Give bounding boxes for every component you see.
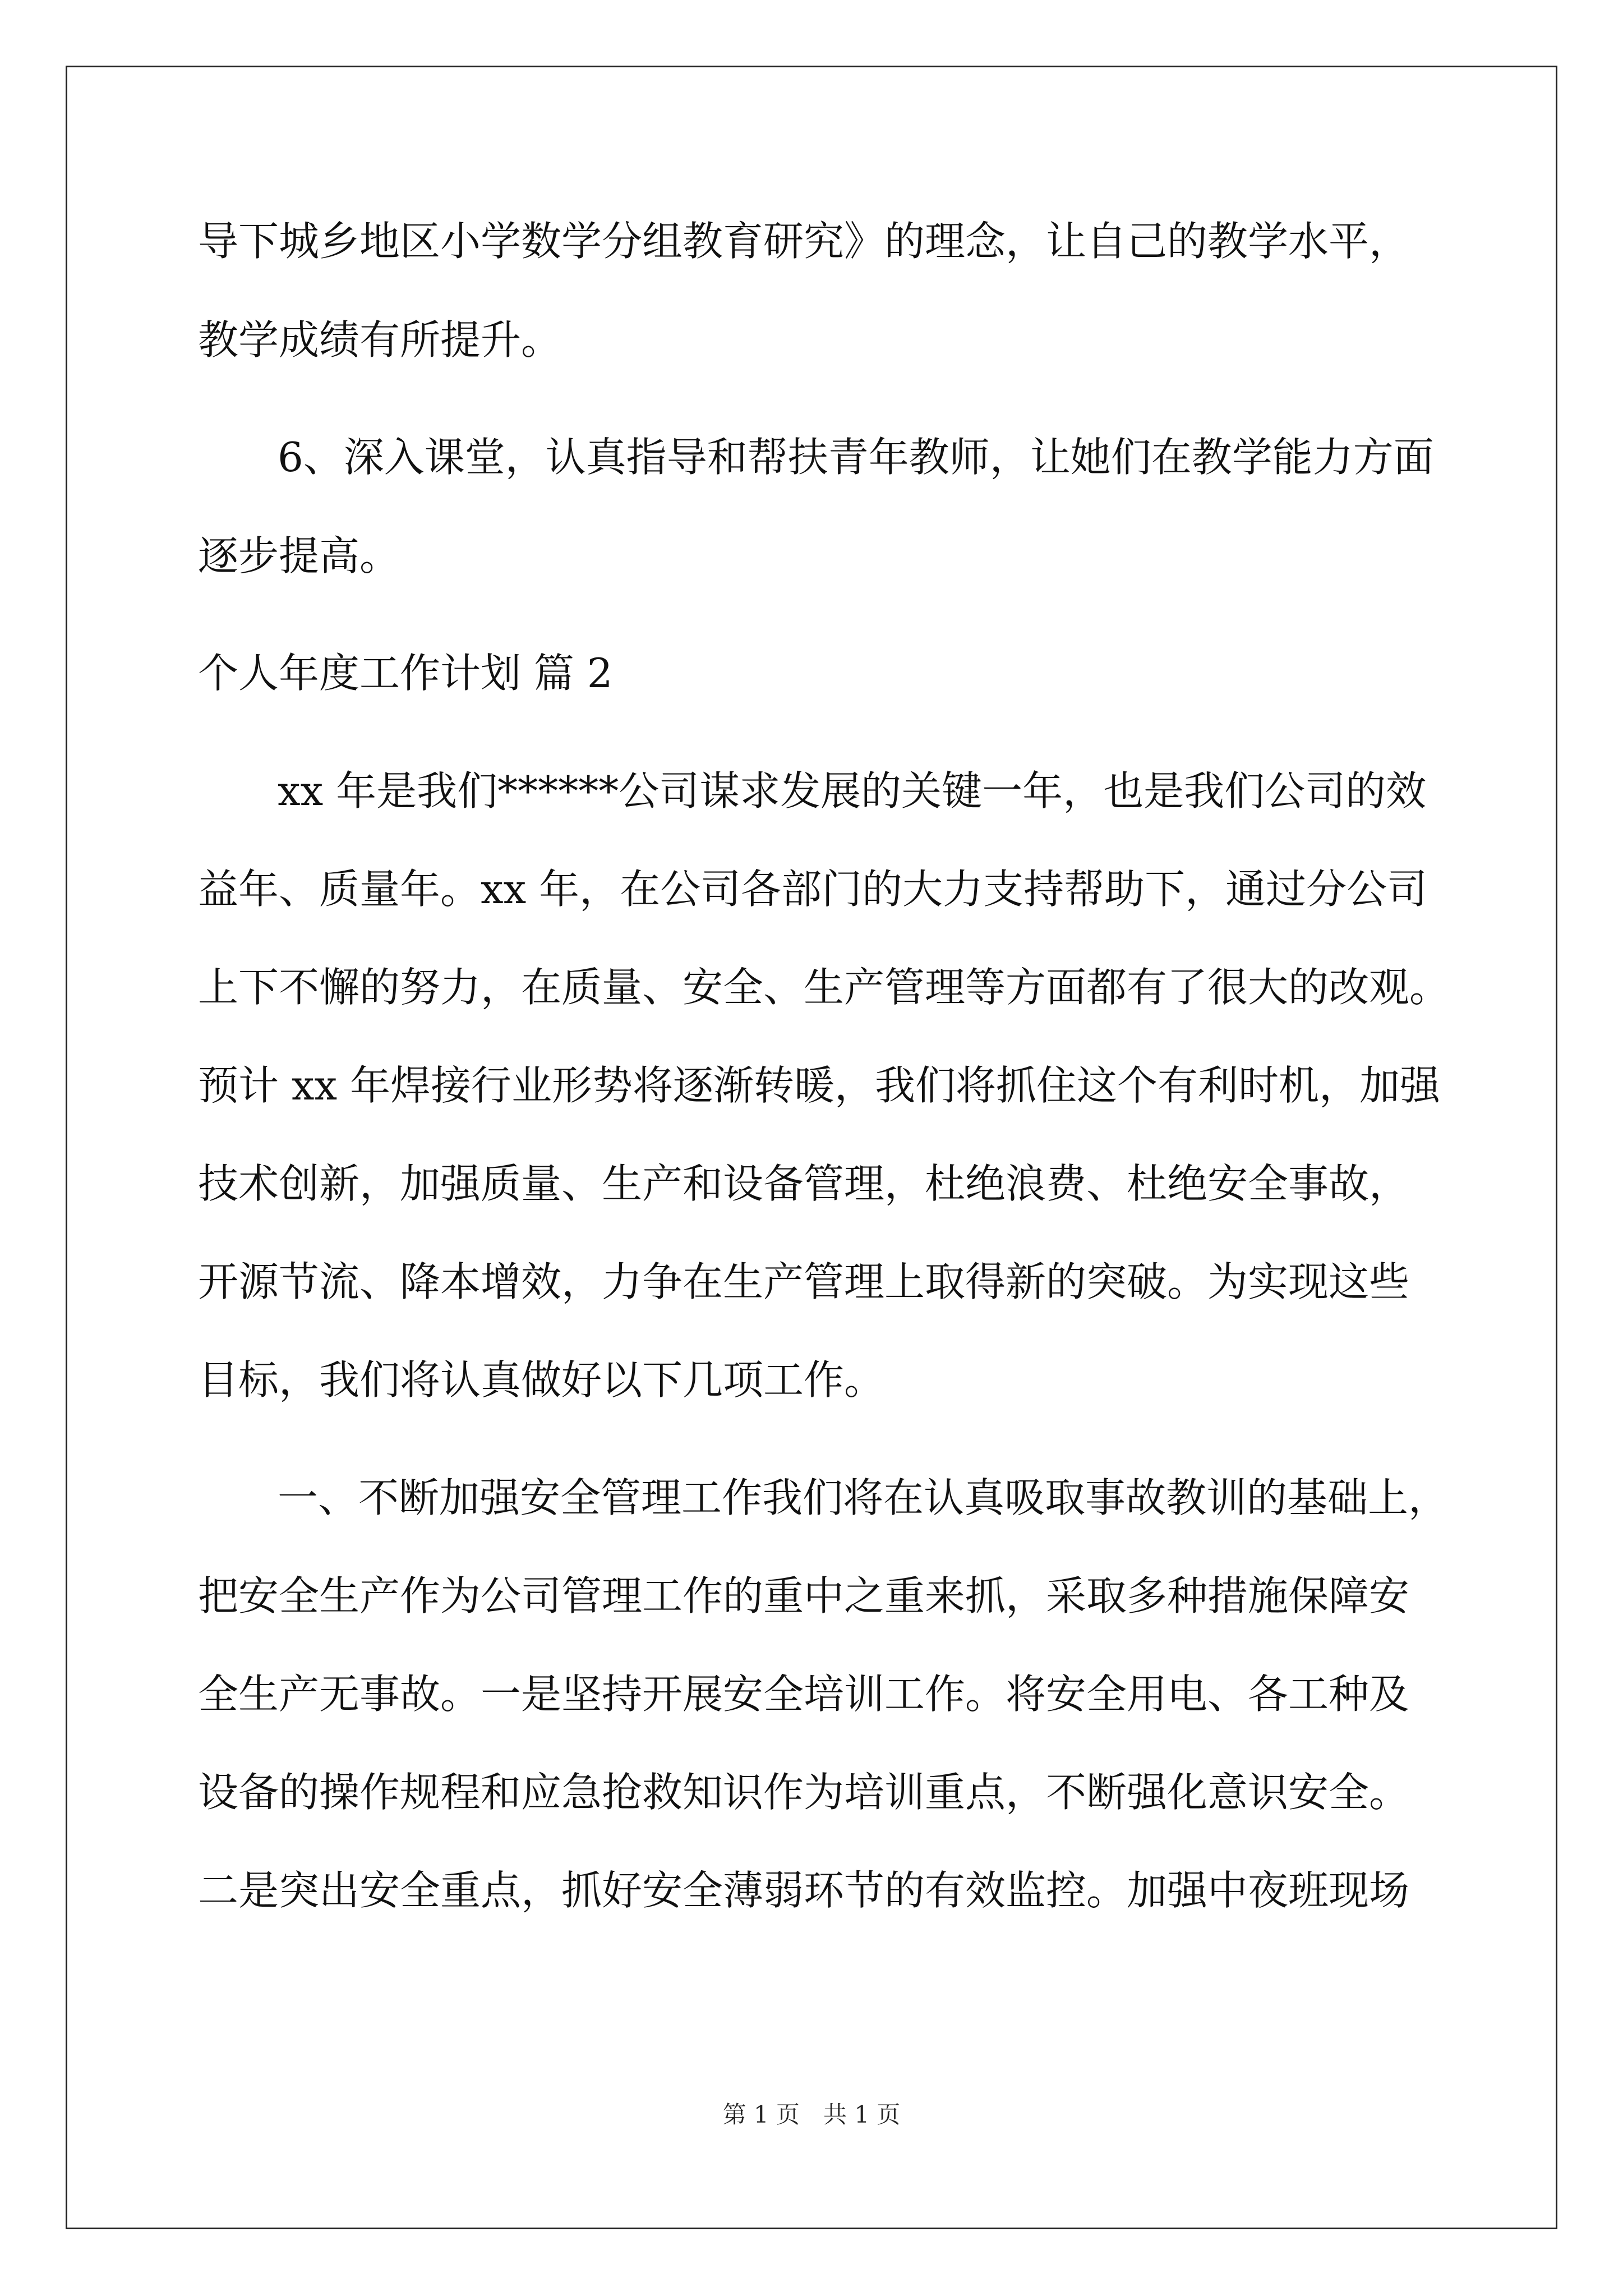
text-line: 技术创新，加强质量、生产和设备管理，杜绝浪费、杜绝安全事故，	[198, 1160, 1410, 1207]
text-line: 设备的操作规程和应急抢救知识作为培训重点，不断强化意识安全。	[198, 1769, 1410, 1816]
text-line: 目标，我们将认真做好以下几项工作。	[198, 1356, 885, 1404]
text-line: 一、不断加强安全管理工作我们将在认真吸取事故教训的基础上，	[278, 1474, 1449, 1521]
text-line: 逐步提高。	[198, 532, 400, 579]
text-line: 益年、质量年。xx 年，在公司各部门的大力支持帮助下，通过分公司	[198, 866, 1428, 913]
text-line: 教学成绩有所提升。	[198, 316, 562, 364]
text-line: 开源节流、降本增效，力争在生产管理上取得新的突破。为实现这些	[198, 1258, 1410, 1305]
text-line: 导下城乡地区小学数学分组教育研究》的理念，让自己的教学水平，	[198, 218, 1410, 265]
text-line: 把安全生产作为公司管理工作的重中之重来抓，采取多种措施保障安	[198, 1572, 1410, 1619]
section-heading: 个人年度工作计划 篇 2	[198, 650, 613, 697]
text-line: 上下不懈的努力，在质量、安全、生产管理等方面都有了很大的改观。	[198, 964, 1450, 1011]
text-line: 全生产无事故。一是坚持开展安全培训工作。将安全用电、各工种及	[198, 1671, 1410, 1718]
page-footer: 第 1 页 共 1 页	[722, 2101, 901, 2128]
text-line: 6、深入课堂，认真指导和帮扶青年教师，让她们在教学能力方面	[278, 434, 1434, 481]
text-line: 预计 xx 年焊接行业形势将逐渐转暖，我们将抓住这个有利时机，加强	[198, 1062, 1440, 1109]
text-line: 二是突出安全重点，抓好安全薄弱环节的有效监控。加强中夜班现场	[198, 1867, 1410, 1914]
text-line: xx 年是我们******公司谋求发展的关键一年，也是我们公司的效	[278, 767, 1427, 815]
